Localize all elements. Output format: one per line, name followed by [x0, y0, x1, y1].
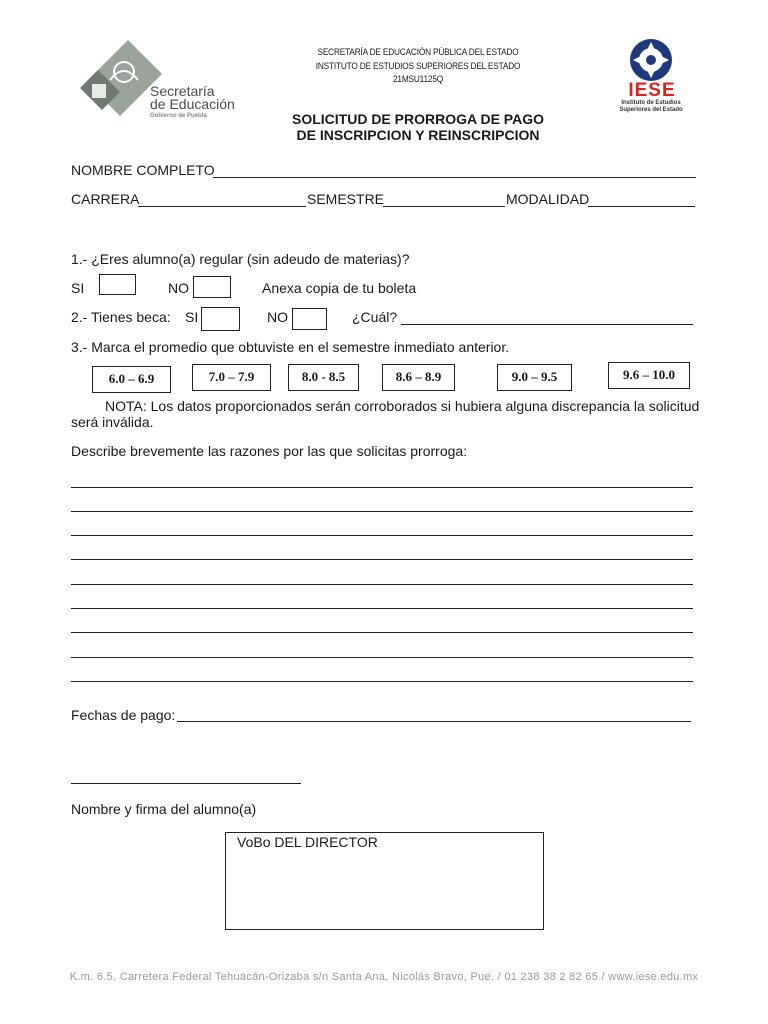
reason-line[interactable] [71, 584, 693, 585]
title-line1: SOLICITUD DE PRORROGA DE PAGO [291, 111, 544, 127]
range-option-6[interactable]: 9.6 – 10.0 [608, 362, 690, 389]
vobo-label: VoBo DEL DIRECTOR [237, 834, 378, 850]
q2-si-label: SI [185, 309, 199, 325]
q2-no-label: NO [267, 309, 288, 325]
reason-line[interactable] [71, 681, 693, 682]
iese-brand: IESE [628, 80, 676, 101]
modalidad-field[interactable] [588, 206, 695, 207]
cual-label: ¿Cuál? [352, 309, 398, 325]
carrera-field[interactable] [138, 206, 306, 207]
logo-line3: Gobierno de Puebla [150, 113, 207, 119]
q1-no-label: NO [168, 280, 189, 296]
nombre-label: NOMBRE COMPLETO [71, 162, 215, 178]
range-option-4[interactable]: 8.6 – 8.9 [382, 364, 455, 391]
header-line1: SECRETARÍA DE EDUCACIÓN PÚBLICA DEL ESTADO [317, 47, 519, 57]
reason-line[interactable] [71, 559, 693, 560]
iese-sub2: Superiores del Estado [619, 107, 683, 113]
modalidad-label: MODALIDAD [506, 191, 590, 207]
anexa-note: Anexa copia de tu boleta [262, 280, 417, 296]
range-option-1[interactable]: 6.0 – 6.9 [92, 366, 171, 393]
header-code: 21MSU1125Q [392, 74, 444, 84]
carrera-label: CARRERA [71, 191, 140, 207]
fechas-field[interactable] [177, 721, 691, 722]
nota-line1: NOTA: Los datos proporcionados serán corroborados si hubiera alguna discrepancia la solicitud [105, 398, 700, 414]
reason-line[interactable] [71, 608, 693, 609]
q2-si-checkbox[interactable] [201, 307, 240, 331]
iese-sub1: Instituto de Estudios [621, 100, 681, 106]
title-line2: DE INSCRIPCION Y REINSCRIPCION [296, 127, 540, 143]
header-line2: INSTITUTO DE ESTUDIOS SUPERIORES DEL ESTADO [315, 61, 521, 71]
logo-line2: de Educación [150, 96, 235, 112]
vobo-box[interactable] [225, 832, 544, 930]
firma-label: Nombre y firma del alumno(a) [71, 801, 257, 817]
q1-no-checkbox[interactable] [193, 276, 231, 298]
reason-line[interactable] [71, 632, 693, 633]
question-2: 2.- Tienes beca: [71, 309, 171, 325]
reason-line[interactable] [71, 535, 693, 536]
reason-line[interactable] [71, 511, 693, 512]
q2-no-checkbox[interactable] [292, 308, 327, 330]
iese-emblem-icon [629, 38, 673, 82]
range-option-3[interactable]: 8.0 - 8.5 [288, 364, 359, 391]
nombre-field[interactable] [213, 177, 696, 178]
semestre-label: SEMESTRE [307, 191, 385, 207]
fechas-label: Fechas de pago: [71, 707, 176, 723]
range-option-2[interactable]: 7.0 – 7.9 [192, 364, 271, 391]
range-option-5[interactable]: 9.0 – 9.5 [497, 364, 572, 391]
question-3: 3.- Marca el promedio que obtuviste en el semestre inmediato anterior. [71, 339, 510, 355]
nota-line2: será inválida. [71, 414, 154, 430]
question-1: 1.- ¿Eres alumno(a) regular (sin adeudo de materias)? [71, 251, 410, 267]
firma-line[interactable] [71, 783, 301, 784]
footer-address: K.m. 6.5. Carretera Federal Tehuacán-Orizaba s/n Santa Ana, Nicolás Bravo, Pue. / 01 238 38 2 82 65 / www.iese.edu.mx [69, 971, 699, 983]
logo-line1: Secretaría [150, 83, 215, 99]
describe-label: Describe brevemente las razones por las que solicitas prorroga: [71, 443, 468, 459]
cual-field[interactable] [401, 324, 693, 325]
semestre-field[interactable] [383, 206, 505, 207]
reason-line[interactable] [71, 487, 693, 488]
q1-si-label: SI [71, 280, 85, 296]
iese-subtitle [604, 100, 698, 114]
q1-si-checkbox[interactable] [99, 274, 136, 295]
reason-line[interactable] [71, 657, 693, 658]
